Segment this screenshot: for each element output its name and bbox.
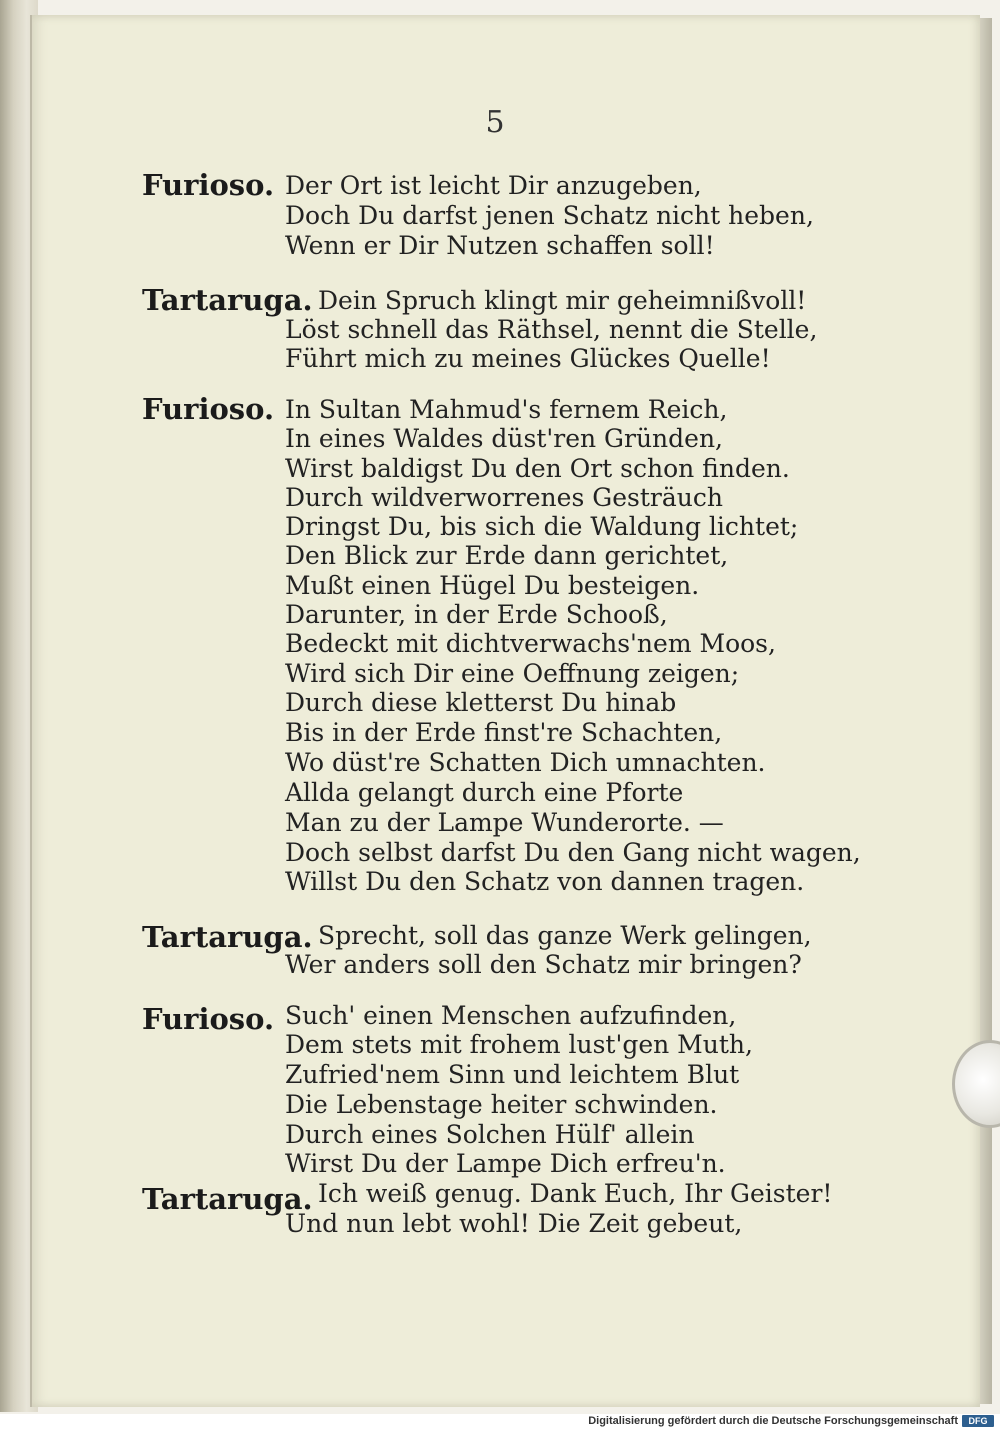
dfg-logo: DFG bbox=[962, 1415, 994, 1427]
verse-line: Dein Spruch klingt mir geheimnißvoll! bbox=[318, 286, 807, 315]
verse-line: Willst Du den Schatz von dannen tragen. bbox=[285, 867, 805, 896]
verse-line: Such' einen Menschen aufzufinden, bbox=[285, 1001, 737, 1030]
page-edge bbox=[978, 18, 992, 1404]
verse-line: In Sultan Mahmud's fernem Reich, bbox=[285, 395, 728, 424]
speaker-name: Tartaruga. bbox=[142, 920, 313, 954]
verse-line: Wird sich Dir eine Oeffnung zeigen; bbox=[285, 659, 740, 688]
speaker-name: Furioso. bbox=[142, 1002, 275, 1036]
funding-credit: Digitalisierung gefördert durch die Deutsche Forschungsgemeinschaft bbox=[588, 1415, 958, 1427]
verse-line: Durch diese kletterst Du hinab bbox=[285, 688, 677, 717]
speaker-name: Tartaruga. bbox=[142, 1182, 313, 1216]
speaker-name: Tartaruga. bbox=[142, 283, 313, 317]
verse-line: Doch selbst darfst Du den Gang nicht wagen, bbox=[285, 838, 861, 867]
verse-line: In eines Waldes düst'ren Gründen, bbox=[285, 424, 724, 453]
verse-line: Doch Du darfst jenen Schatz nicht heben, bbox=[285, 201, 814, 230]
page-number: 5 bbox=[485, 105, 505, 140]
verse-line: Führt mich zu meines Glückes Quelle! bbox=[285, 344, 771, 373]
verse-line: Durch eines Solchen Hülf' allein bbox=[285, 1120, 695, 1149]
verse-line: Und nun lebt wohl! Die Zeit gebeut, bbox=[285, 1209, 743, 1238]
verse-line: Mußt einen Hügel Du besteigen. bbox=[285, 571, 700, 600]
digitization-footer bbox=[0, 1414, 1000, 1429]
verse-line: Wenn er Dir Nutzen schaffen soll! bbox=[285, 231, 715, 260]
verse-line: Löst schnell das Räthsel, nennt die Stelle, bbox=[285, 315, 818, 344]
verse-line: Der Ort ist leicht Dir anzugeben, bbox=[285, 171, 702, 200]
speaker-name: Furioso. bbox=[142, 392, 275, 426]
verse-line: Den Blick zur Erde dann gerichtet, bbox=[285, 541, 729, 570]
verse-line: Durch wildverworrenes Gesträuch bbox=[285, 483, 723, 512]
speaker-name: Furioso. bbox=[142, 168, 275, 202]
verse-line: Allda gelangt durch eine Pforte bbox=[285, 778, 684, 807]
verse-line: Wirst baldigst Du den Ort schon finden. bbox=[285, 454, 790, 483]
verse-line: Zufried'nem Sinn und leichtem Blut bbox=[285, 1060, 740, 1089]
verse-line: Ich weiß genug. Dank Euch, Ihr Geister! bbox=[318, 1179, 833, 1208]
verse-line: Wirst Du der Lampe Dich erfreu'n. bbox=[285, 1149, 726, 1178]
verse-line: Dem stets mit frohem lust'gen Muth, bbox=[285, 1030, 753, 1059]
verse-line: Man zu der Lampe Wunderorte. — bbox=[285, 808, 724, 837]
verse-line: Darunter, in der Erde Schooß, bbox=[285, 600, 668, 629]
verse-line: Sprecht, soll das ganze Werk gelingen, bbox=[318, 921, 812, 950]
verse-line: Bis in der Erde finst're Schachten, bbox=[285, 718, 723, 747]
verse-line: Die Lebenstage heiter schwinden. bbox=[285, 1090, 718, 1119]
verse-line: Bedeckt mit dichtverwachs'nem Moos, bbox=[285, 629, 776, 658]
verse-line: Dringst Du, bis sich die Waldung lichtet; bbox=[285, 512, 799, 541]
verse-line: Wer anders soll den Schatz mir bringen? bbox=[285, 950, 802, 979]
verse-line: Wo düst're Schatten Dich umnachten. bbox=[285, 748, 766, 777]
